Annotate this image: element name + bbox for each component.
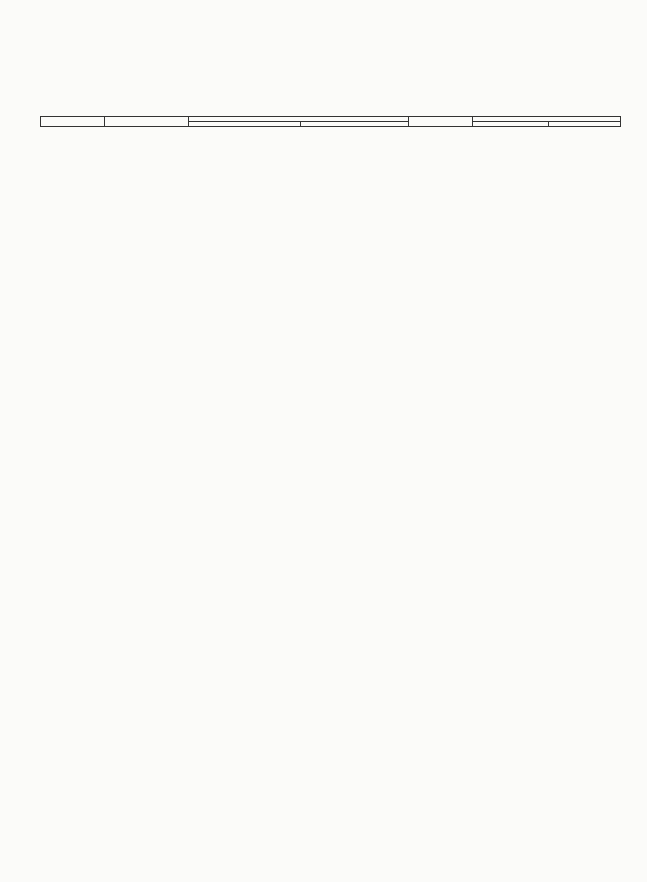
col-height <box>41 117 105 127</box>
col-F-unit1 <box>189 122 301 127</box>
col-homogeneous <box>105 117 189 127</box>
data-table <box>40 116 621 127</box>
col-k <box>409 117 473 127</box>
col-F-unit2 <box>301 122 409 127</box>
page-header <box>40 40 60 55</box>
col-phi-unit1 <box>473 122 549 127</box>
col-phi-unit2 <box>549 122 621 127</box>
